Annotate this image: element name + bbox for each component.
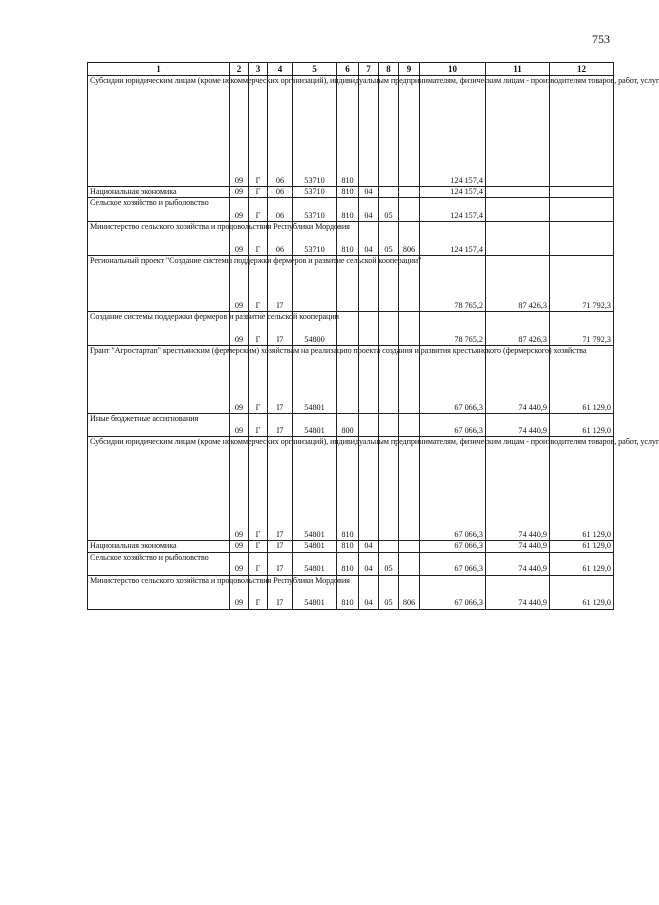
cell-c3: Г xyxy=(249,541,268,552)
cell-c11: 74 440,9 xyxy=(486,414,550,437)
cell-c4: 06 xyxy=(268,187,293,198)
cell-c11 xyxy=(486,187,550,198)
header-cell: 11 xyxy=(486,63,550,76)
header-cell: 9 xyxy=(399,63,420,76)
cell-c12: 61 129,0 xyxy=(550,575,614,609)
cell-c5: 54801 xyxy=(293,552,337,575)
cell-c8 xyxy=(379,414,399,437)
cell-c12: 71 792,3 xyxy=(550,256,614,312)
row-name: Грант "Агростартап" крестьянским (фермерским) хозяйствам на реализацию проекта создания и развития крестьянского (фермерского) хозяйства xyxy=(88,346,230,414)
cell-c4: I7 xyxy=(268,414,293,437)
cell-c7: 04 xyxy=(359,198,379,222)
cell-c8 xyxy=(379,76,399,187)
cell-c9 xyxy=(399,346,420,414)
cell-c11: 87 426,3 xyxy=(486,312,550,346)
cell-c4: I7 xyxy=(268,256,293,312)
cell-c7: 04 xyxy=(359,187,379,198)
cell-c11 xyxy=(486,76,550,187)
header-cell: 2 xyxy=(230,63,249,76)
cell-c12: 61 129,0 xyxy=(550,437,614,541)
cell-c11 xyxy=(486,222,550,256)
cell-c6 xyxy=(337,312,359,346)
cell-c9 xyxy=(399,414,420,437)
cell-c8: 05 xyxy=(379,552,399,575)
cell-c10: 124 157,4 xyxy=(420,76,486,187)
cell-c9 xyxy=(399,552,420,575)
row-name: Министерство сельского хозяйства и продовольствия Республики Мордовия xyxy=(88,222,230,256)
cell-c8 xyxy=(379,312,399,346)
cell-c7 xyxy=(359,437,379,541)
cell-c3: Г xyxy=(249,187,268,198)
cell-c7: 04 xyxy=(359,552,379,575)
cell-c2: 09 xyxy=(230,552,249,575)
table-row xyxy=(88,76,614,187)
cell-c4: 06 xyxy=(268,76,293,187)
cell-c2: 09 xyxy=(230,437,249,541)
cell-c5: 53710 xyxy=(293,76,337,187)
cell-c6: 810 xyxy=(337,575,359,609)
cell-c8: 05 xyxy=(379,575,399,609)
cell-c4: I7 xyxy=(268,541,293,552)
header-cell: 3 xyxy=(249,63,268,76)
table-row xyxy=(88,552,614,575)
cell-c7 xyxy=(359,414,379,437)
cell-c11 xyxy=(486,198,550,222)
cell-c7 xyxy=(359,76,379,187)
cell-c3: Г xyxy=(249,414,268,437)
cell-c4: I7 xyxy=(268,552,293,575)
cell-c10: 78 765,2 xyxy=(420,312,486,346)
cell-c5: 53710 xyxy=(293,198,337,222)
budget-table xyxy=(87,62,659,610)
cell-c7: 04 xyxy=(359,541,379,552)
header-cell: 4 xyxy=(268,63,293,76)
cell-c4: 06 xyxy=(268,198,293,222)
cell-c2: 09 xyxy=(230,198,249,222)
cell-c12 xyxy=(550,187,614,198)
row-name: Национальная экономика xyxy=(88,187,230,198)
cell-c7 xyxy=(359,312,379,346)
cell-c2: 09 xyxy=(230,575,249,609)
cell-c6: 810 xyxy=(337,541,359,552)
header-cell: 10 xyxy=(420,63,486,76)
table-row xyxy=(88,222,614,256)
cell-c3: Г xyxy=(249,256,268,312)
cell-c2: 09 xyxy=(230,222,249,256)
cell-c8 xyxy=(379,541,399,552)
cell-c9 xyxy=(399,437,420,541)
cell-c12: 61 129,0 xyxy=(550,414,614,437)
cell-c3: Г xyxy=(249,222,268,256)
cell-c4: I7 xyxy=(268,575,293,609)
cell-c2: 09 xyxy=(230,346,249,414)
cell-c6: 810 xyxy=(337,552,359,575)
cell-c9: 806 xyxy=(399,222,420,256)
header-cell: 7 xyxy=(359,63,379,76)
cell-c2: 09 xyxy=(230,414,249,437)
cell-c9: 806 xyxy=(399,575,420,609)
cell-c6: 810 xyxy=(337,198,359,222)
cell-c7: 04 xyxy=(359,575,379,609)
table-row xyxy=(88,414,614,437)
cell-c11: 74 440,9 xyxy=(486,541,550,552)
cell-c5: 54801 xyxy=(293,575,337,609)
row-name: Национальная экономика xyxy=(88,541,230,552)
cell-c10: 67 066,3 xyxy=(420,414,486,437)
table-row xyxy=(88,312,614,346)
cell-c9 xyxy=(399,541,420,552)
table-row xyxy=(88,187,614,198)
row-name: Министерство сельского хозяйства и продовольствия Республики Мордовия xyxy=(88,575,230,609)
cell-c3: Г xyxy=(249,312,268,346)
header-cell: 6 xyxy=(337,63,359,76)
cell-c5: 54801 xyxy=(293,414,337,437)
cell-c11: 74 440,9 xyxy=(486,437,550,541)
page-number: 753 xyxy=(592,32,610,46)
cell-c4: I7 xyxy=(268,437,293,541)
row-name: Субсидии юридическим лицам (кроме некоммерческих организаций), индивидуальным предпринимателям, физическим лицам - производителям товаров, работ, услуг xyxy=(88,437,230,541)
cell-c6: 810 xyxy=(337,222,359,256)
cell-c10: 67 066,3 xyxy=(420,346,486,414)
table-row xyxy=(88,198,614,222)
cell-c5: 53710 xyxy=(293,187,337,198)
cell-c2: 09 xyxy=(230,187,249,198)
cell-c3: Г xyxy=(249,437,268,541)
cell-c4: 06 xyxy=(268,222,293,256)
cell-c6: 800 xyxy=(337,414,359,437)
cell-c8 xyxy=(379,437,399,541)
cell-c11: 74 440,9 xyxy=(486,346,550,414)
cell-c3: Г xyxy=(249,198,268,222)
cell-c8 xyxy=(379,346,399,414)
cell-c12: 61 129,0 xyxy=(550,541,614,552)
table-row xyxy=(88,346,614,414)
cell-c7: 04 xyxy=(359,222,379,256)
cell-c12: 61 129,0 xyxy=(550,346,614,414)
cell-c11: 74 440,9 xyxy=(486,575,550,609)
row-name: Сельское хозяйство и рыболовство xyxy=(88,552,230,575)
cell-c12 xyxy=(550,222,614,256)
cell-c4: I7 xyxy=(268,346,293,414)
cell-c2: 09 xyxy=(230,76,249,187)
table-row xyxy=(88,541,614,552)
cell-c7 xyxy=(359,346,379,414)
cell-c8: 05 xyxy=(379,222,399,256)
cell-c9 xyxy=(399,76,420,187)
cell-c4: I7 xyxy=(268,312,293,346)
cell-c5: 54801 xyxy=(293,346,337,414)
cell-c2: 09 xyxy=(230,541,249,552)
cell-c10: 124 157,4 xyxy=(420,187,486,198)
cell-c5: 54800 xyxy=(293,312,337,346)
header-cell: 8 xyxy=(379,63,399,76)
row-name: Сельское хозяйство и рыболовство xyxy=(88,198,230,222)
header-row xyxy=(88,63,614,76)
row-name: Иные бюджетные ассигнования xyxy=(88,414,230,437)
cell-c5: 53710 xyxy=(293,222,337,256)
cell-c12 xyxy=(550,198,614,222)
row-name: Создание системы поддержки фермеров и развитие сельской кооперации xyxy=(88,312,230,346)
cell-c12 xyxy=(550,76,614,187)
header-cell: 5 xyxy=(293,63,337,76)
cell-c12: 61 129,0 xyxy=(550,552,614,575)
cell-c5: 54801 xyxy=(293,541,337,552)
cell-c10: 67 066,3 xyxy=(420,437,486,541)
cell-c9 xyxy=(399,312,420,346)
cell-c10: 67 066,3 xyxy=(420,575,486,609)
cell-c3: Г xyxy=(249,552,268,575)
cell-c3: Г xyxy=(249,575,268,609)
cell-c2: 09 xyxy=(230,312,249,346)
table-row xyxy=(88,575,614,609)
cell-c10: 124 157,4 xyxy=(420,198,486,222)
cell-c6: 810 xyxy=(337,437,359,541)
row-name: Субсидии юридическим лицам (кроме некоммерческих организаций), индивидуальным предпринимателям, физическим лицам - производителям товаров, работ, услуг xyxy=(88,76,230,187)
cell-c3: Г xyxy=(249,76,268,187)
row-name: Региональный проект "Создание системы поддержки фермеров и развитие сельской кооперации" xyxy=(88,256,230,312)
cell-c10: 67 066,3 xyxy=(420,552,486,575)
cell-c8: 05 xyxy=(379,198,399,222)
cell-c6: 810 xyxy=(337,76,359,187)
cell-c2: 09 xyxy=(230,256,249,312)
cell-c6: 810 xyxy=(337,187,359,198)
cell-c9 xyxy=(399,187,420,198)
cell-c10: 124 157,4 xyxy=(420,222,486,256)
table-row xyxy=(88,437,614,541)
cell-c5: 54801 xyxy=(293,437,337,541)
cell-c10: 78 765,2 xyxy=(420,256,486,312)
table-row xyxy=(88,256,614,312)
cell-c11: 87 426,3 xyxy=(486,256,550,312)
cell-c8 xyxy=(379,187,399,198)
cell-c9 xyxy=(399,198,420,222)
cell-c6 xyxy=(337,346,359,414)
cell-c3: Г xyxy=(249,346,268,414)
header-cell: 1 xyxy=(88,63,230,76)
cell-c12: 71 792,3 xyxy=(550,312,614,346)
header-cell: 12 xyxy=(550,63,614,76)
cell-c11: 74 440,9 xyxy=(486,552,550,575)
cell-c10: 67 066,3 xyxy=(420,541,486,552)
